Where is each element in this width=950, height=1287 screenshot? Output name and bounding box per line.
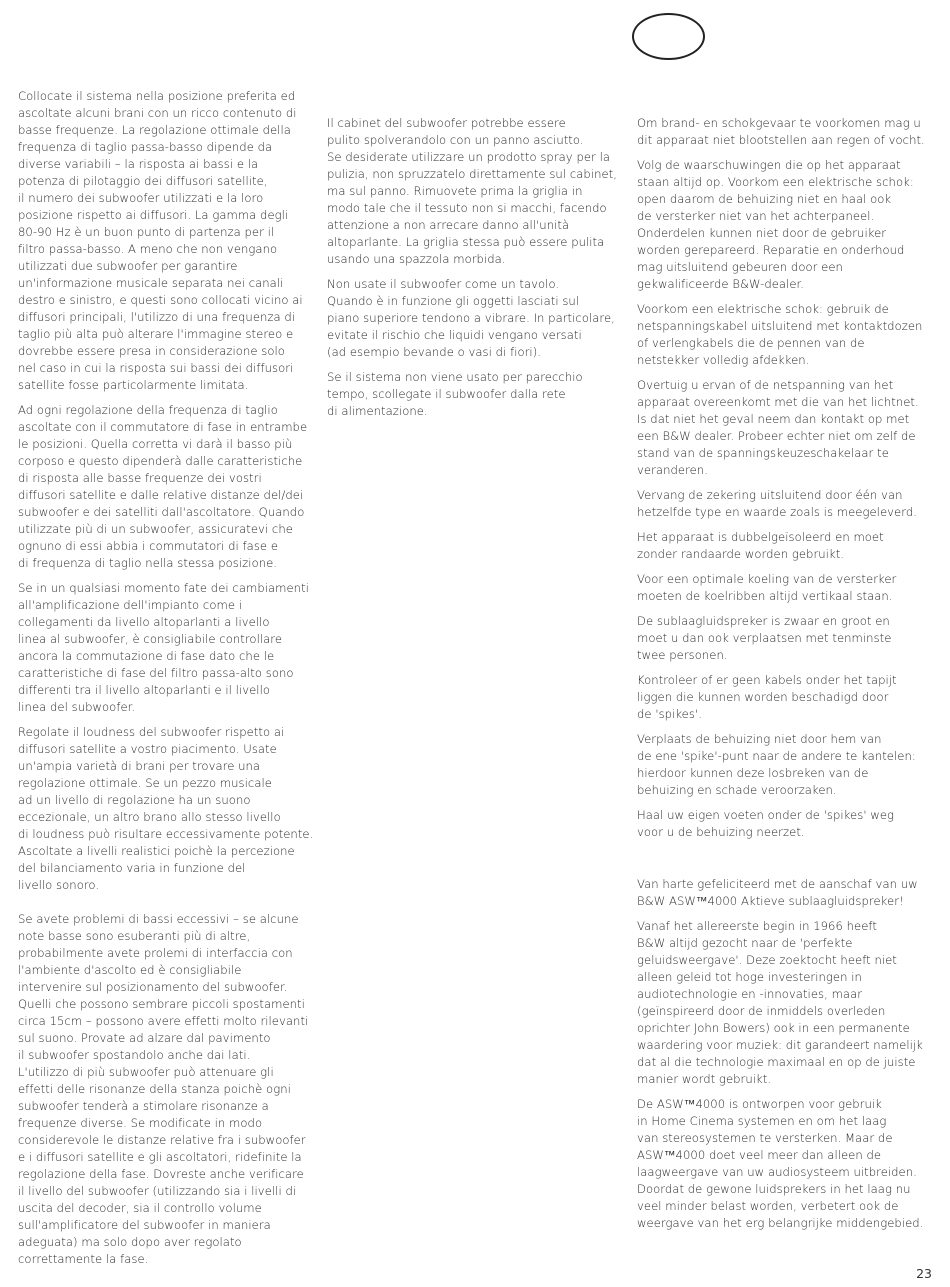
paragraph: Il cabinet del subwoofer potrebbe essere pulito spolverandolo con un panno asciutto. Se desiderate utilizzare un prodotto spray per la pulizia, non spruzzatelo direttamente sul cabinet, ma sul panno. Rimuovete prima la griglia in modo tale che il tessuto non si macchi, facendo attenzione a non arrecare danno all'unità altoparlante. La griglia stessa può essere pulita usando una spazzola morbida. [327, 116, 617, 266]
language-tab-oval [632, 13, 705, 60]
warning-paragraph: Vervang de zekering uitsluitend door één van hetzelfde type en waarde zoals is meegeleverd. [637, 488, 917, 519]
paragraph: Se avete problemi di bassi eccessivi – se alcune note basse sono esuberanti più di altre, probabilmente avete prolemi di interfaccia con l'ambiente d'ascolto ed è consigliabile intervenire sul posizionamento del subwoofer. Quelli che possono sembrare piccoli spostamenti circa 15cm – possono avere effetti molto rilevanti sul suono. Provate ad alzare dal pavimento il subwoofer spostandolo anche dai lati. L'utilizzo di più subwoofer può attenuare gli effetti delle risonanze della stanza poichè ogni subwoofer tenderà a stimolare risonanze a frequenze diverse. Se modificate in modo considerevole le distanze relative fra i subwoofer e i diffusori satellite e gli ascoltatori, ridefinite la regolazione della fase. Dovreste anche verificare il livello del subwoofer (utilizzando sia i livelli di uscita del decoder, sia il controllo volume sull'amplificatore del subwoofer in maniera adeguata) ma solo dopo aver regolato correttamente la fase. [18, 912, 309, 1266]
column-dutch [637, 115, 935, 1240]
paragraph: Se il sistema non viene usato per parecchio tempo, scollegate il subwoofer dalla rete di alimentazione. [327, 370, 583, 418]
warning-paragraph: Om brand- en schokgevaar te voorkomen mag u dit apparaat niet blootstellen aan regen of vocht. [637, 116, 925, 147]
paragraph: Non usate il subwoofer come un tavolo. Quando è in funzione gli oggetti lasciati sul piano superiore tendono a vibrare. In particolare, evitate il rischio che liquidi vengano versati (ad esempio bevande o vasi di fiori). [327, 277, 615, 359]
intro-paragraph: Vanaf het allereerste begin in 1966 heeft B&W altijd gezocht naar de 'perfekte geluidsweergave'. Deze zoektocht heeft niet alleen geleid tot hoge investeringen in audiotechnologie en -innovaties, maar (geïnspireerd door de inmiddels overleden oprichter John Bowers) ook in een permanente waardering voor muziek: dit garandeert namelijk dat al die technologie maximaal en op de juiste manier wordt gebruikt. [637, 919, 923, 1086]
warning-paragraph: De sublaagluidspreker is zwaar en groot en moet u dan ook verplaatsen met tenminste twee personen. [637, 614, 892, 662]
warning-paragraph: Volg de waarschuwingen die op het apparaat staan altijd op. Voorkom een elektrische schok: open daarom de behuizing niet en haal ook de versterker niet van het achterpaneel. Onderdelen kunnen niet door de gebruiker worden gerepareerd. Reparatie en onderhoud mag uitsluitend gebeuren door een gekwalificeerde B&W-dealer. [637, 158, 914, 291]
intro-paragraph: Van harte gefeliciteerd met de aanschaf van uw B&W ASW™4000 Aktieve sublaagluidspreker! [637, 877, 918, 908]
warning-paragraph: Kontroleer of er geen kabels onder het tapijt liggen die kunnen worden beschadigd door de 'spikes'. [637, 673, 897, 721]
paragraph: Ad ogni regolazione della frequenza di taglio ascoltate con il commutatore di fase in entrambe le posizioni. Quella corretta vi darà il basso più corposo e questo dipenderà dalle caratteristiche di risposta alle basse frequenze dei vostri diffusori satellite e dalle relative distanze del/dei subwoofer e dei satelliti dall'ascoltatore. Quando utilizzate più di un subwoofer, assicuratevi che ognuno di essi abbia i commutatori di fase e di frequenza di taglio nella stessa posizione. [18, 403, 308, 570]
column-italian-maintenance [327, 115, 625, 428]
warning-paragraph: Voor een optimale koeling van de versterker moeten de koelribben altijd vertikaal staan. [637, 572, 897, 603]
intro-paragraph: De ASW™4000 is ontworpen voor gebruik in Home Cinema systemen en om het laag van stereosystemen te versterken. Maar de ASW™4000 doet veel meer dan alleen de laagweergave van uw audiosysteem uitbreiden. Doordat de gewone luidsprekers in het laag nu veel minder belast worden, verbetert ook de weergave van het erg belangrijke middengebied. [637, 1097, 924, 1230]
warning-paragraph: Voorkom een elektrische schok: gebruik de netspanningskabel uitsluitend met kontaktdozen of verlengkabels die de pennen van de netstekker volledig afdekken. [637, 302, 923, 367]
page-number: 23 [916, 1266, 932, 1281]
warning-paragraph: Het apparaat is dubbelgeïsoleerd en moet zonder randaarde worden gebruikt. [637, 530, 884, 561]
paragraph: Collocate il sistema nella posizione preferita ed ascoltate alcuni brani con un ricco contenuto di basse frequenze. La regolazione ottimale della frequenza di taglio passa-basso dipende da diverse variabili – la risposta ai bassi e la potenza di pilotaggio dei diffusori satellite, il numero dei subwoofer utilizzati e la loro posizione rispetto ai diffusori. La gamma degli 80-90 Hz è un buon punto di partenza per il filtro passa-basso. A meno che non vengano utilizzati due subwoofer per garantire un'informazione musicale separata nei canali destro e sinistro, e questi sono collocati vicino ai diffusori principali, l'utilizzo di una frequenza di taglio più alta può alterare l'immagine stereo e dovrebbe essere presa in considerazione solo nel caso in cui la risposta sui bassi dei diffusori satellite fosse particolarmente limitata. [18, 89, 303, 392]
paragraph: Se in un qualsiasi momento fate dei cambiamenti all'amplificazione dell'impianto come i collegamenti da livello altoparlanti a livello linea al subwoofer, è consigliabile controllare ancora la commutazione di fase dato che le caratteristiche di fase del filtro passa-alto sono differenti tra il livello altoparlanti e il livello linea del subwoofer. [18, 581, 309, 714]
warning-paragraph: Haal uw eigen voeten onder de 'spikes' weg voor u de behuizing neerzet. [637, 808, 895, 839]
paragraph: Regolate il loudness del subwoofer rispetto ai diffusori satellite a vostro piacimento. Usate un'ampia varietà di brani per trovare una regolazione ottimale. Se un pezzo musicale ad un livello di regolazione ha un suono eccezionale, un altro brano allo stesso livello di loudness può risultare eccessivamente potente. Ascoltate a livelli realistici poichè la percezione del bilanciamento varia in funzione del livello sonoro. [18, 725, 314, 892]
warning-paragraph: Overtuig u ervan of de netspanning van het apparaat overeenkomt met die van het lichtnet. Is dat niet het geval neem dan kontakt op met een B&W dealer. Probeer echter niet om zelf de stand van de spanningskeuzeschakelaar te veranderen. [637, 378, 919, 477]
column-italian-setup [18, 88, 316, 1276]
warning-paragraph: Verplaats de behuizing niet door hem van de ene 'spike'-punt naar de andere te kantelen: hierdoor kunnen deze losbreken van de behuizing en schade veroorzaken. [637, 732, 916, 797]
